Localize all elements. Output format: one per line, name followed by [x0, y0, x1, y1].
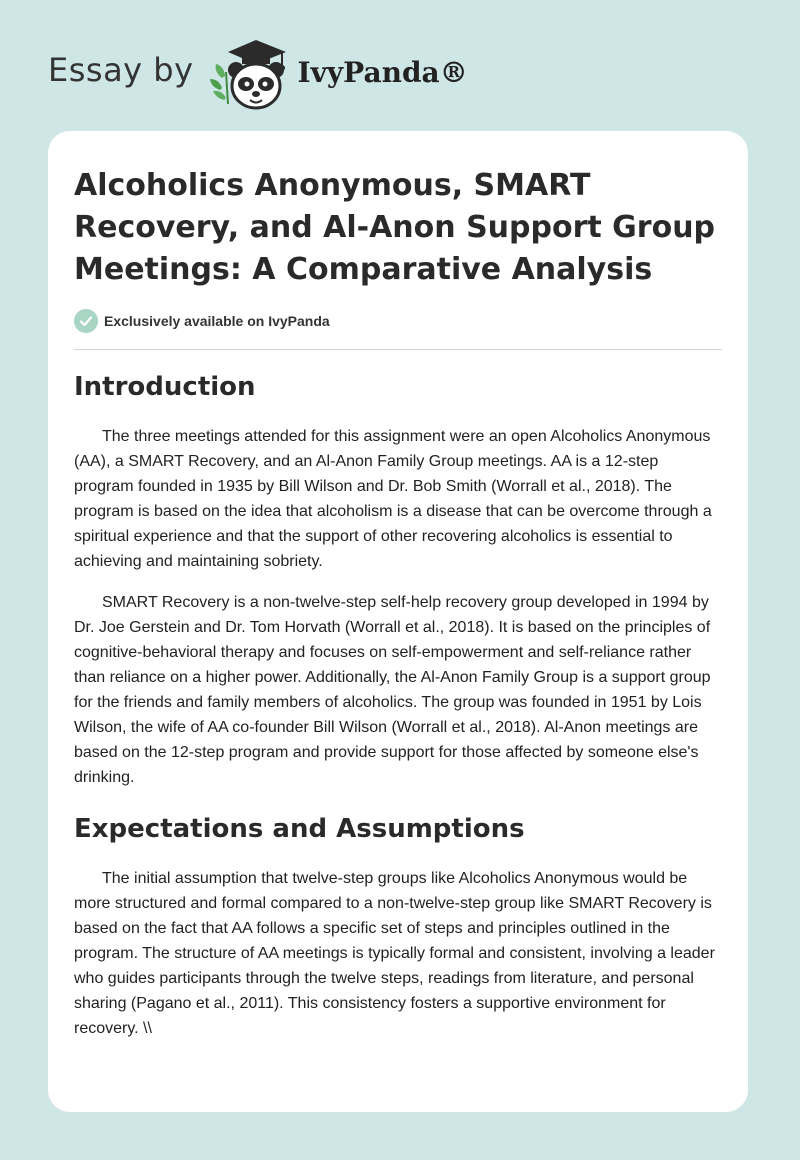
- essay-by-label: Essay by: [48, 51, 194, 89]
- paragraph: The initial assumption that twelve-step groups like Alcoholics Anonymous would be more structured and formal compared to a non-twelve-step group like SMART Recovery is based on the fact that AA follows a specific set of steps and principles outlined in the program. The structure of AA meetings is typically formal and consistent, involving a leader who guides participants through the twelve steps, readings from literature, and personal sharing (Pagano et al., 2011). This consistency fosters a supportive environment for recovery. \\: [74, 870, 715, 1037]
- site-header: [48, 34, 468, 114]
- section-heading-expectations: Expectations and Assumptions: [74, 814, 525, 844]
- page-title: Alcoholics Anonymous, SMART Recovery, and Al-Anon Support Group Meetings: A Comparative Analysis: [74, 168, 716, 287]
- essay-card: [48, 131, 748, 1112]
- paragraph: The three meetings attended for this assignment were an open Alcoholics Anonymous (AA), a SMART Recovery, and an Al-Anon Family Group meetings. AA is a 12-step program founded in 1935 by Bill Wilson and Dr. Bob Smith (Worrall et al., 2018). The program is based on the idea that alcoholism is a disease that can be overcome through a spiritual experience and that the support of other recovering alcoholics is essential to achieving and maintaining sobriety.: [74, 428, 712, 570]
- exclusive-badge: [74, 309, 722, 333]
- panda-logo-icon[interactable]: [208, 34, 294, 114]
- divider: [74, 349, 722, 350]
- section-heading-introduction: Introduction: [74, 372, 256, 402]
- check-circle-icon: [74, 309, 98, 333]
- paragraph: SMART Recovery is a non-twelve-step self-help recovery group developed in 1994 by Dr. Joe Gerstein and Dr. Tom Horvath (Worrall et al., 2018). It is based on the principles of cognitive-behavioral therapy and focuses on self-empowerment and self-reliance rather than reliance on a higher power. Additionally, the Al-Anon Family Group is a support group for the friends and family members of alcoholics. The group was founded in 1951 by Lois Wilson, the wife of AA co-founder Bill Wilson (Worrall et al., 2018). Al-Anon meetings are based on the 12-step program and provide support for those affected by someone else's drinking.: [74, 594, 711, 786]
- brand-name[interactable]: IvyPanda®: [297, 55, 468, 89]
- exclusive-label: Exclusively available on IvyPanda: [104, 313, 330, 329]
